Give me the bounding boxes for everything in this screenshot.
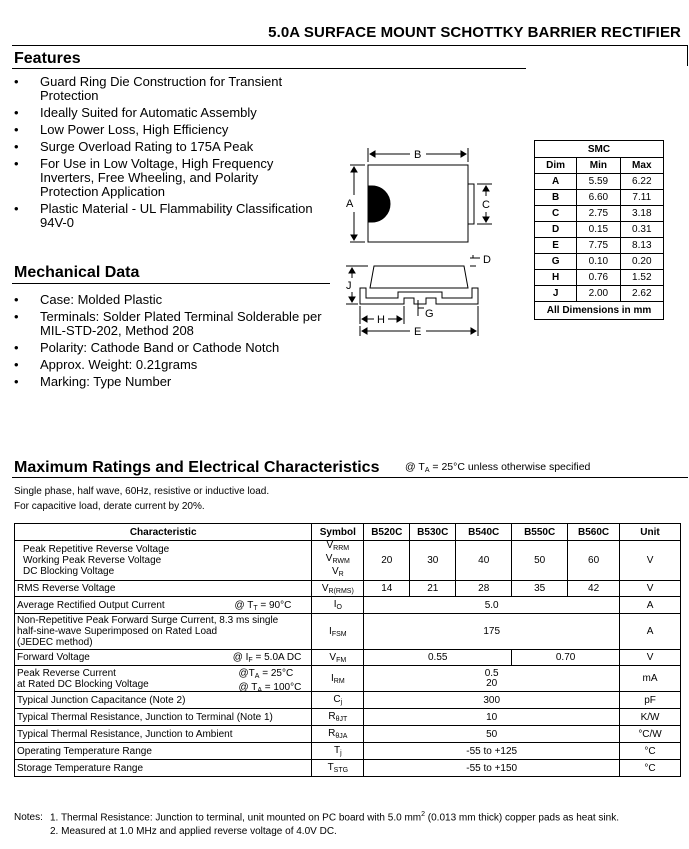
table-row: Typical Thermal Resistance, Junction to Terminal (Note 1) $R_{\theta JT}$ 10 K/W bbox=[15, 709, 681, 726]
ratings-header-row: Characteristic Symbol B520C B530C B540C B550C B560C Unit bbox=[15, 524, 681, 541]
ratings-note-2: For capacitive load, derate current by 20%. bbox=[14, 501, 205, 512]
dim-row: A 5.59 6.22 bbox=[535, 174, 664, 190]
dim-header: Min bbox=[577, 158, 620, 174]
ratings-heading: Maximum Ratings and Electrical Characteristics bbox=[14, 459, 380, 476]
dim-row: G 0.10 0.20 bbox=[535, 254, 664, 270]
feature-item: • Plastic Material - UL Flammability Classification 94V-0 bbox=[14, 202, 314, 230]
dimensions-table bbox=[534, 140, 664, 320]
dim-label-e: E bbox=[414, 326, 422, 338]
table-row: Storage Temperature Range $T_{STG}$ -55 to +150 °C bbox=[15, 760, 681, 777]
package-outline-diagram bbox=[330, 140, 530, 345]
ratings-condition: @ $T_A = 25^\circ C$ unless otherwise specified bbox=[405, 461, 591, 474]
dim-label-j: J bbox=[346, 280, 352, 292]
mechanical-item: • Polarity: Cathode Band or Cathode Notch bbox=[14, 341, 332, 355]
dim-header: Dim bbox=[535, 158, 577, 174]
ratings-rule bbox=[12, 477, 688, 478]
cathode-band bbox=[368, 186, 390, 222]
dim-row: H 0.76 1.52 bbox=[535, 270, 664, 286]
title-rule bbox=[12, 45, 688, 46]
terminal-tab bbox=[468, 184, 474, 224]
note-1: Notes: 1. Thermal Resistance: Junction to terminal, unit mounted on PC board with 5.0 $mm^2$ (0.013 mm thick) copper pads as heat sink. bbox=[14, 811, 619, 824]
feature-item: • Guard Ring Die Construction for Transient Protection bbox=[14, 75, 314, 103]
note-2: 2. Measured at 1.0 MHz and applied reverse voltage of 4.0V DC. bbox=[50, 826, 337, 838]
mechanical-item: • Marking: Type Number bbox=[14, 375, 332, 389]
dim-row: E 7.75 8.13 bbox=[535, 238, 664, 254]
dim-label-a: A bbox=[346, 198, 354, 210]
features-rule bbox=[12, 68, 526, 69]
ratings-table bbox=[14, 523, 681, 777]
mechanical-item: • Case: Molded Plastic bbox=[14, 293, 332, 307]
dim-row: C 2.75 3.18 bbox=[535, 206, 664, 222]
table-row: Typical Thermal Resistance, Junction to Ambient $R_{\theta JA}$ 50 °C/W bbox=[15, 726, 681, 743]
feature-item: • Low Power Loss, High Efficiency bbox=[14, 123, 314, 137]
dim-label-c: C bbox=[482, 199, 490, 211]
table-row: Peak Reverse Current at Rated DC Blocking Voltage $@T_A = 25^\circ C$ @ $T_A = 100^\circ C$ $I_{RM}$ 0.5 20 mA bbox=[15, 666, 681, 692]
table-row: Forward Voltage @ $I_F = 5.0A$ DC $V_{FM}$ 0.55 0.70 V bbox=[15, 650, 681, 666]
table-row: Non-Repetitive Peak Forward Surge Current, 8.3 ms single half-sine-wave Superimposed on Rated Load (JEDEC method) $I_{FSM}$ 175 A bbox=[15, 614, 681, 650]
mechanical-list bbox=[14, 293, 332, 389]
table-row: RMS Reverse Voltage $V_{R(RMS)}$ 14 21 28 35 42 V bbox=[15, 581, 681, 597]
title-rule-end bbox=[687, 45, 688, 66]
mechanical-rule bbox=[12, 283, 330, 284]
dim-label-b: B bbox=[414, 149, 422, 161]
notes bbox=[14, 808, 619, 839]
dim-header: Max bbox=[620, 158, 663, 174]
feature-item: • For Use in Low Voltage, High Frequency Inverters, Free Wheeling, and Polarity Protection Application bbox=[14, 157, 314, 199]
features-list bbox=[14, 75, 314, 230]
ratings-note-1: Single phase, half wave, 60Hz, resistive or inductive load. bbox=[14, 486, 270, 497]
side-view-leads bbox=[360, 288, 478, 304]
mechanical-heading: Mechanical Data bbox=[14, 264, 140, 281]
mechanical-item: • Approx. Weight: 0.21grams bbox=[14, 358, 332, 372]
dim-row: B 6.60 7.11 bbox=[535, 190, 664, 206]
features-heading: Features bbox=[14, 50, 81, 67]
table-row: Operating Temperature Range $T_j$ -55 to +125 °C bbox=[15, 743, 681, 760]
dim-label-d: D bbox=[483, 254, 491, 266]
table-row: Typical Junction Capacitance (Note 2) $C_j$ 300 pF bbox=[15, 692, 681, 709]
dim-label-g: G bbox=[425, 308, 434, 320]
dimensions-package: SMC bbox=[535, 141, 664, 158]
dim-label-h: H bbox=[377, 314, 385, 326]
dim-row: D 0.15 0.31 bbox=[535, 222, 664, 238]
table-row: Peak Repetitive Reverse Voltage Working Peak Reverse Voltage DC Blocking Voltage $V_{RRM}$ $V_{RWM}$ $V_R$ 20 30 40 50 60 V bbox=[15, 541, 681, 581]
side-view-body bbox=[370, 266, 468, 288]
dim-row: J 2.00 2.62 bbox=[535, 286, 664, 302]
mechanical-item: • Terminals: Solder Plated Terminal Solderable per MIL-STD-202, Method 208 bbox=[14, 310, 332, 338]
dimensions-footer: All Dimensions in mm bbox=[535, 302, 664, 320]
table-row: Average Rectified Output Current @ $T_T = 90^\circ C$ $I_O$ 5.0 A bbox=[15, 597, 681, 614]
document-title: 5.0A SURFACE MOUNT SCHOTTKY BARRIER RECTIFIER bbox=[268, 24, 681, 41]
feature-item: • Ideally Suited for Automatic Assembly bbox=[14, 106, 314, 120]
feature-item: • Surge Overload Rating to 175A Peak bbox=[14, 140, 314, 154]
